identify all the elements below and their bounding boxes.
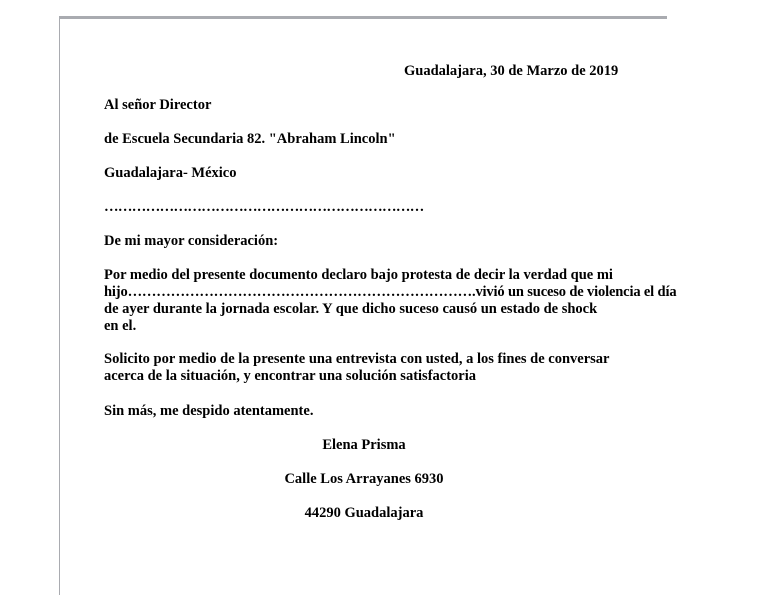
body1-line: de ayer durante la jornada escolar. Y que dicho suceso causó un estado de shock: [104, 301, 598, 317]
signature-address: Calle Los Arrayanes 6930: [284, 471, 444, 487]
closing: Sin más, me despido atentamente.: [104, 403, 314, 419]
salutation: De mi mayor consideración:: [104, 233, 279, 249]
body-paragraph-2: [104, 351, 644, 385]
dotted-line: ……………………………………………………………: [104, 199, 424, 215]
recipient-line-2: de Escuela Secundaria 82. "Abraham Lincoln": [104, 131, 396, 147]
recipient-line-1: Al señor Director: [104, 97, 212, 113]
body1-line: hijo……………………………………………………………….vivió un suceso de violencia el día: [104, 284, 677, 300]
letter-date: Guadalajara, 30 de Marzo de 2019: [404, 63, 619, 79]
recipient-line-3: Guadalajara- México: [104, 165, 237, 181]
body-paragraph-1: [104, 267, 677, 335]
body1-line: en el.: [104, 318, 137, 334]
body1-line: Por medio del presente documento declaro bajo protesta de decir la verdad que mi: [104, 267, 613, 283]
body2-line: Solicito por medio de la presente una entrevista con usted, a los fines de conversar: [104, 351, 610, 367]
page-top-edge: [59, 16, 667, 19]
body2-line: acerca de la situación, y encontrar una solución satisfactoria: [104, 368, 477, 384]
signature-name: Elena Prisma: [322, 437, 406, 453]
signature-city: 44290 Guadalajara: [304, 505, 424, 521]
